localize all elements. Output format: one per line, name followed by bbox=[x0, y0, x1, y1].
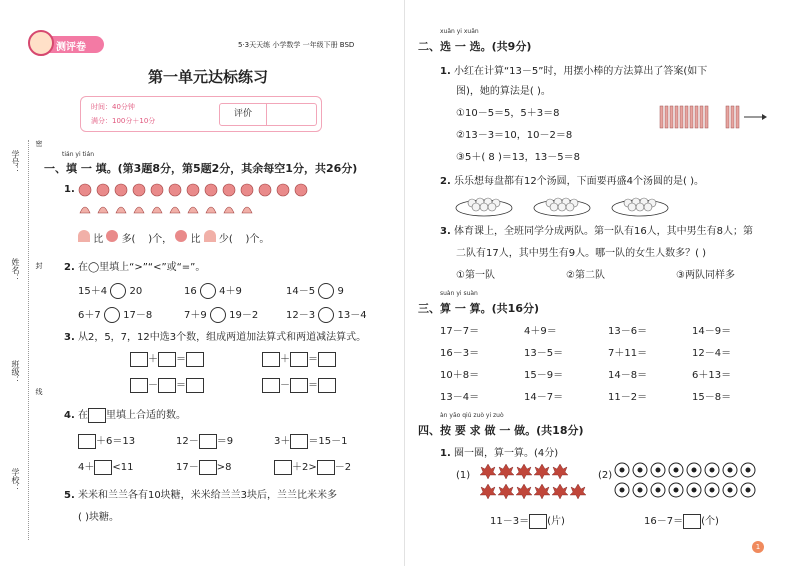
q2-row1b: 16 4＋9 bbox=[184, 282, 242, 299]
leaf-icon bbox=[151, 184, 163, 196]
answer-box[interactable] bbox=[78, 434, 96, 449]
calc-item: 6＋13＝ bbox=[692, 370, 732, 381]
r1-text bbox=[440, 62, 707, 77]
answer-circle[interactable] bbox=[110, 283, 126, 299]
shell-icon bbox=[204, 230, 216, 242]
answer-box[interactable] bbox=[290, 378, 308, 393]
r1-number: 1. bbox=[440, 66, 451, 77]
calc-item: 7＋11＝ bbox=[608, 348, 648, 359]
shell-icon bbox=[78, 230, 90, 242]
class-label: 班级： bbox=[11, 360, 20, 384]
calc-item: 14－8＝ bbox=[608, 370, 648, 381]
maple-leaf-icon bbox=[516, 464, 532, 479]
answer-circle[interactable] bbox=[318, 307, 334, 323]
grade-box bbox=[219, 103, 317, 126]
leaf-icon bbox=[115, 184, 127, 196]
calc-item: 16－3＝ bbox=[440, 348, 480, 359]
q5-text bbox=[64, 486, 337, 501]
leaf-icon bbox=[205, 184, 217, 196]
shell-icon bbox=[188, 207, 198, 213]
q1-number: 1. bbox=[64, 184, 75, 195]
q4-item2: 12－ ＝9 bbox=[176, 432, 233, 449]
answer-box[interactable] bbox=[318, 352, 336, 367]
calc-item: 13－5＝ bbox=[524, 348, 564, 359]
leaf-icon bbox=[97, 184, 109, 196]
seal-mi: 密 bbox=[35, 140, 43, 147]
q4-item3: 3＋ ＝15－1 bbox=[274, 432, 347, 449]
q4-item1: ＋6＝13 bbox=[78, 432, 135, 449]
answer-box[interactable] bbox=[290, 434, 308, 449]
r2-instruction: 乐乐想每盘都有12个汤圆，下面要再盛4个汤圆的是( )。 bbox=[453, 176, 705, 187]
section4-pinyin: àn yāo qiú zuò yi zuò bbox=[440, 412, 504, 419]
maple-leaf-icon bbox=[480, 484, 496, 499]
binding-line bbox=[28, 140, 30, 540]
leaf-icon bbox=[223, 184, 235, 196]
leaf-icon bbox=[79, 184, 91, 196]
section3-title: 三、算 一 算。(共16分) bbox=[418, 302, 540, 315]
calc-item: 14－9＝ bbox=[692, 326, 732, 337]
q2-row2: 6＋7 17－8 bbox=[78, 306, 152, 323]
school-label: 学校： bbox=[11, 468, 20, 492]
q2-instruction: 在◯里填上“>”“<”或“=”。 bbox=[77, 262, 206, 273]
answer-box[interactable] bbox=[158, 378, 176, 393]
calc-row-1 bbox=[440, 322, 731, 337]
calc-item: 13－4＝ bbox=[440, 392, 480, 403]
calc-item: 15－9＝ bbox=[524, 370, 564, 381]
score-label: 满分：100分＋10分 bbox=[91, 117, 156, 125]
answer-box[interactable] bbox=[94, 460, 112, 475]
maple-leaf-icon bbox=[480, 464, 496, 479]
grade-label: 评价 bbox=[220, 104, 267, 125]
r3-text2: 二队有17人，其中男生有9人。哪一队的女生人数多？( ) bbox=[456, 248, 707, 259]
maple-leaf-icon bbox=[534, 464, 550, 479]
soccer-balls bbox=[614, 462, 762, 502]
q3-sub-1: － ＝ bbox=[130, 376, 204, 393]
q1-compare1c: )个， bbox=[148, 234, 173, 245]
q3-number: 3. bbox=[64, 332, 75, 343]
answer-box[interactable] bbox=[199, 460, 217, 475]
calc-item: 11－2＝ bbox=[608, 392, 648, 403]
section3-pinyin: suàn yi suàn bbox=[440, 290, 478, 297]
r4-part2-label: (2) bbox=[598, 470, 613, 481]
q3-text bbox=[64, 328, 366, 343]
maple-leaf-icon bbox=[498, 464, 514, 479]
q4-instruction-b: 里填上合适的数。 bbox=[105, 410, 186, 421]
answer-box[interactable] bbox=[199, 434, 217, 449]
r4-part1-label: (1) bbox=[456, 470, 471, 481]
r4-eq1: 11－3＝ (片) bbox=[490, 512, 565, 529]
calc-item: 12－4＝ bbox=[692, 348, 732, 359]
maple-leaf-icon bbox=[498, 484, 514, 499]
time-label: 时间：40分钟 bbox=[91, 103, 135, 111]
r4-eq2: 16－7＝ (个) bbox=[644, 512, 719, 529]
shell-icon bbox=[170, 207, 180, 213]
q5-answer: ( )块糖。 bbox=[78, 512, 119, 523]
q1-compare-row bbox=[78, 230, 269, 245]
calc-row-4 bbox=[440, 388, 731, 403]
maple-leaf-icon bbox=[552, 464, 568, 479]
student-id-label: 学号： bbox=[11, 150, 20, 174]
q2-text bbox=[64, 258, 205, 273]
answer-box[interactable] bbox=[186, 352, 204, 367]
r4-instruction: 圈一圈，算一算。(4分) bbox=[453, 448, 559, 459]
answer-box[interactable] bbox=[317, 460, 335, 475]
leaf-icons-row bbox=[78, 181, 308, 217]
section2-pinyin: xuǎn yi xuǎn bbox=[440, 28, 479, 35]
q5-instruction: 米米和兰兰各有10块糖，米米给兰兰3块后，兰兰比米米多 bbox=[77, 490, 338, 501]
q1-compare1: 比 bbox=[93, 234, 104, 245]
section1-title: 一、填 一 填。(第3题8分，第5题2分，其余每空1分，共26分) bbox=[44, 162, 358, 175]
name-label: 姓名： bbox=[11, 258, 20, 282]
maple-leaf-icon bbox=[534, 484, 550, 499]
maple-leaf-icon bbox=[570, 484, 586, 499]
section2-title: 二、选 一 选。(共9分) bbox=[418, 40, 532, 53]
leaf-icon bbox=[106, 230, 118, 242]
q2-row2c: 12－3 13－4 bbox=[286, 306, 367, 323]
answer-box[interactable] bbox=[274, 460, 292, 475]
page-title: 第一单元达标练习 bbox=[148, 68, 269, 86]
test-badge bbox=[38, 36, 104, 53]
q3-instruction: 从2，5，7，12中选3个数，组成两道加法算式和两道减法算式。 bbox=[77, 332, 367, 343]
calc-item: 13－6＝ bbox=[608, 326, 648, 337]
shell-icon bbox=[80, 207, 90, 213]
q2-row1c: 14－5 9 bbox=[286, 282, 344, 299]
calc-row-3 bbox=[440, 366, 731, 381]
leaf-icon bbox=[175, 230, 187, 242]
answer-box[interactable] bbox=[290, 352, 308, 367]
leaf-icon bbox=[133, 184, 145, 196]
q4-number: 4. bbox=[64, 410, 75, 421]
leaf-icon bbox=[187, 184, 199, 196]
shell-icon bbox=[224, 207, 234, 213]
r1-instruction: 小红在计算“13－5”时，用摆小棒的方法算出了答案(如下 bbox=[453, 66, 708, 77]
page-number: 1 bbox=[752, 541, 764, 553]
answer-box[interactable] bbox=[262, 352, 280, 367]
q4-item5: 17－ >8 bbox=[176, 458, 231, 475]
shell-icon bbox=[242, 207, 252, 213]
calc-item: 4＋9＝ bbox=[524, 326, 557, 337]
answer-box[interactable] bbox=[158, 352, 176, 367]
section1-pinyin: tián yi tián bbox=[62, 151, 95, 158]
leaf-icon bbox=[277, 184, 289, 196]
answer-box[interactable] bbox=[683, 514, 701, 529]
q3-add-1: ＋ ＝ bbox=[130, 350, 204, 367]
q1-compare2c: )个。 bbox=[245, 234, 270, 245]
answer-circle[interactable] bbox=[104, 307, 120, 323]
badge-label: 测评卷 bbox=[56, 42, 86, 53]
r3-option2[interactable]: ②第二队 bbox=[566, 270, 605, 281]
shell-icon bbox=[116, 207, 126, 213]
shell-icon bbox=[206, 207, 216, 213]
q5-number: 5. bbox=[64, 490, 75, 501]
answer-box[interactable] bbox=[318, 378, 336, 393]
r2-number: 2. bbox=[440, 176, 451, 187]
r4-text bbox=[440, 444, 558, 459]
r1-option3[interactable]: ③5＋( 8 )＝13，13－5＝8 bbox=[456, 152, 581, 163]
r3-option3[interactable]: ③两队同样多 bbox=[676, 270, 735, 281]
answer-box[interactable] bbox=[130, 352, 148, 367]
r3-instruction: 体育课上，全班同学分成两队。第一队有16人，其中男生有8人；第 bbox=[453, 226, 754, 237]
r1-option2[interactable]: ②13－3＝10，10－2＝8 bbox=[456, 130, 573, 141]
shell-icon bbox=[134, 207, 144, 213]
answer-circle[interactable] bbox=[318, 283, 334, 299]
maple-leaf-icon bbox=[552, 484, 568, 499]
leaf-icon bbox=[295, 184, 307, 196]
answer-box[interactable] bbox=[130, 378, 148, 393]
q1-compare1b: 多( bbox=[121, 234, 136, 245]
dumpling-plates bbox=[454, 192, 674, 218]
sticks-illustration bbox=[658, 104, 770, 132]
calc-item: 10＋8＝ bbox=[440, 370, 480, 381]
q2-number: 2. bbox=[64, 262, 75, 273]
page-divider bbox=[404, 0, 405, 566]
answer-box[interactable] bbox=[529, 514, 547, 529]
maple-leaf-icon bbox=[516, 484, 532, 499]
q3-add-2: ＋ ＝ bbox=[262, 350, 336, 367]
r3-number: 3. bbox=[440, 226, 451, 237]
calc-item: 15－8＝ bbox=[692, 392, 732, 403]
q4-instruction-a: 在 bbox=[77, 410, 88, 421]
calc-item: 14－7＝ bbox=[524, 392, 564, 403]
seal-feng: 封 bbox=[35, 262, 43, 269]
q2-row2b: 7＋9 19－2 bbox=[184, 306, 258, 323]
maple-leaves bbox=[480, 462, 590, 502]
shell-icon bbox=[98, 207, 108, 213]
section4-title: 四、按 要 求 做 一 做。(共18分) bbox=[418, 424, 584, 437]
q4-item4: 4＋ <11 bbox=[78, 458, 133, 475]
r1-option1[interactable]: ①10－5＝5，5＋3＝8 bbox=[456, 108, 560, 119]
q4-text bbox=[64, 406, 186, 423]
calc-row-2 bbox=[440, 344, 731, 359]
answer-box[interactable] bbox=[186, 378, 204, 393]
answer-circle[interactable] bbox=[200, 283, 216, 299]
info-box bbox=[80, 96, 322, 132]
r3-option1[interactable]: ①第一队 bbox=[456, 270, 495, 281]
q2-row1: 15＋4 20 bbox=[78, 282, 142, 299]
calc-item: 17－7＝ bbox=[440, 326, 480, 337]
shell-icon bbox=[152, 207, 162, 213]
r2-text bbox=[440, 172, 704, 187]
r1-text2: 图)，她的算法是( )。 bbox=[456, 86, 551, 97]
answer-box-sample bbox=[88, 408, 106, 423]
q1-compare2: 比 bbox=[190, 234, 201, 245]
q3-sub-2: － ＝ bbox=[262, 376, 336, 393]
seal-xian: 线 bbox=[35, 388, 43, 395]
leaf-icon bbox=[169, 184, 181, 196]
book-header: 5·3天天练 小学数学 一年级下册 BSD bbox=[238, 41, 355, 49]
mascot-icon bbox=[28, 30, 54, 56]
r3-text bbox=[440, 222, 753, 237]
leaf-icon bbox=[241, 184, 253, 196]
answer-circle[interactable] bbox=[210, 307, 226, 323]
q4-item6: ＋2> －2 bbox=[274, 458, 351, 475]
answer-box[interactable] bbox=[262, 378, 280, 393]
r4-number: 1. bbox=[440, 448, 451, 459]
leaf-icon bbox=[259, 184, 271, 196]
q1-compare2b: 少( bbox=[218, 234, 233, 245]
